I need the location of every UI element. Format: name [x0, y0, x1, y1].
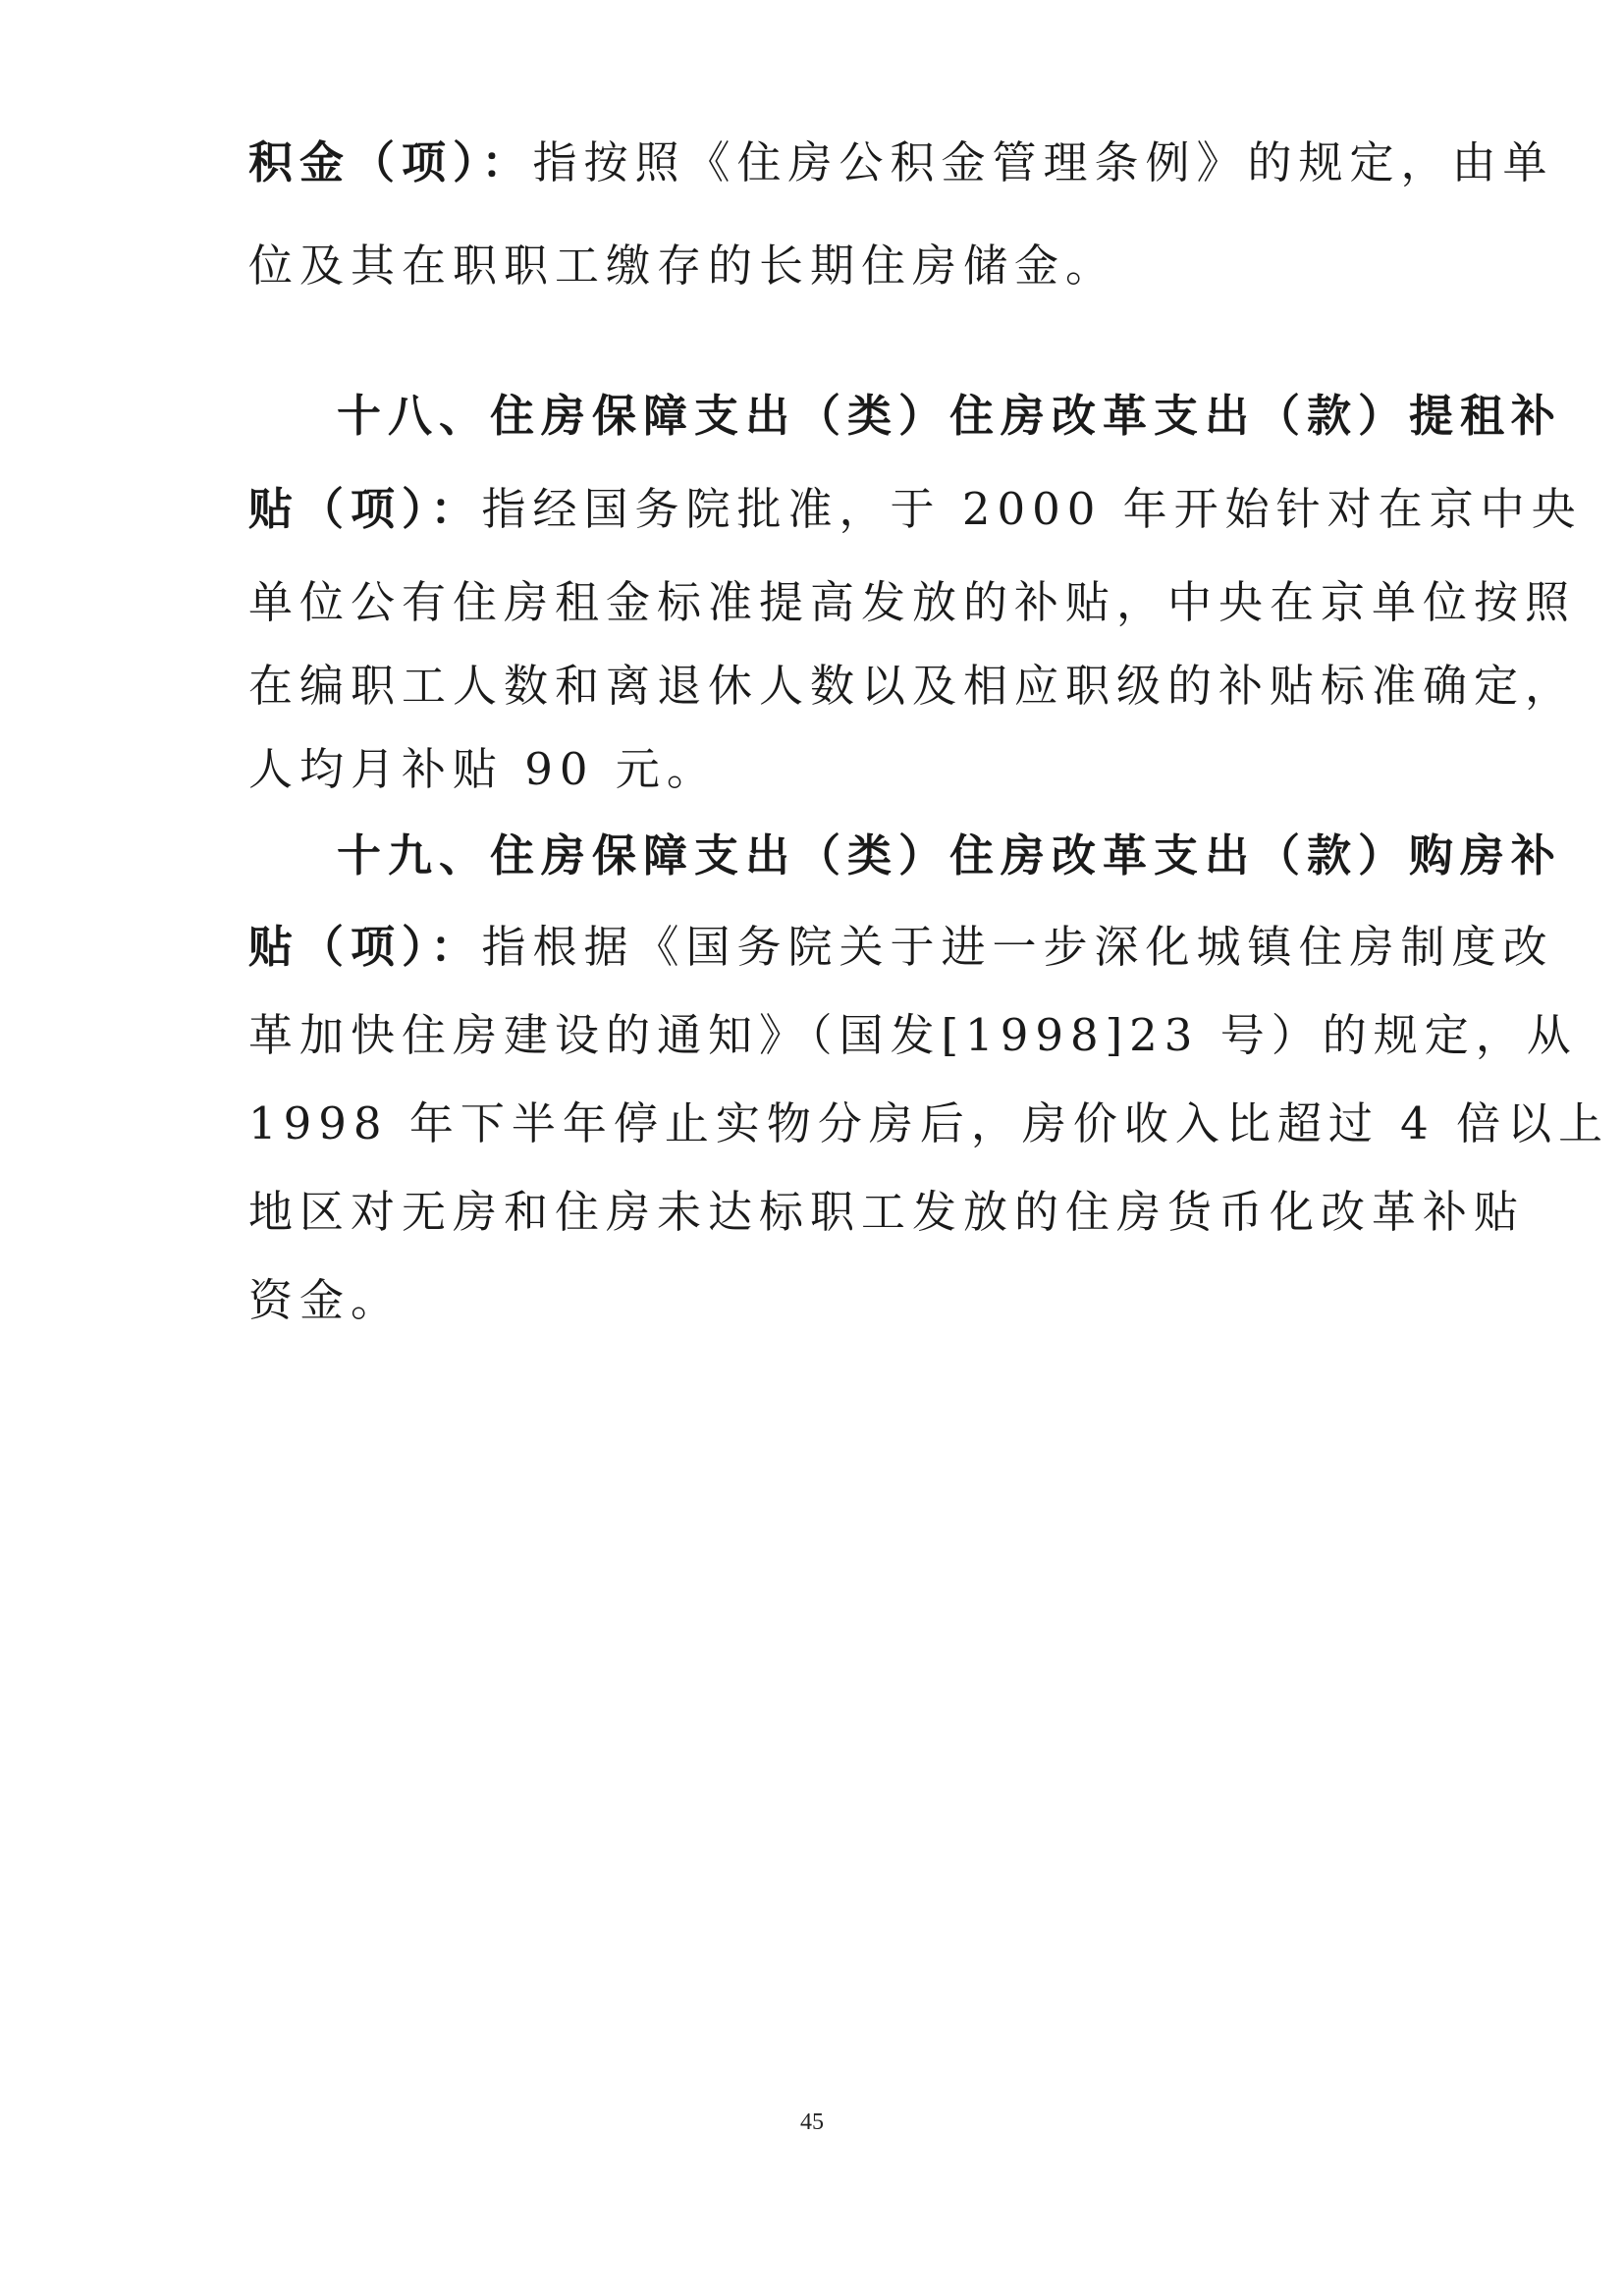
paragraph-18-line-1 [337, 369, 1563, 463]
item-heading: 积金（项）： [248, 136, 533, 188]
body-text: 在编职工人数和离退休人数以及相应职级的补贴标准确定， [248, 660, 1577, 712]
body-text: 位及其在职职工缴存的长期住房储金。 [248, 240, 1117, 292]
paragraph-18-line-4 [248, 639, 1577, 733]
body-text: 资金。 [248, 1274, 403, 1326]
body-text: 人均月补贴 90 元。 [248, 743, 718, 795]
body-text: 指根据《国务院关于进一步深化城镇住房制度改 [481, 921, 1554, 973]
body-text: 指按照《住房公积金管理条例》的规定，由单 [532, 136, 1554, 188]
paragraph-19-line-6 [248, 1254, 1387, 1348]
paragraph-19-line-2 [248, 900, 1554, 994]
body-text: 单位公有住房租金标准提高发放的补贴，中央在京单位按照 [248, 576, 1577, 628]
paragraph-18-line-3 [248, 556, 1577, 650]
item-heading: 贴（项）： [248, 921, 482, 973]
item-heading: 贴（项）： [248, 483, 482, 535]
paragraph-19-line-4 [248, 1077, 1610, 1171]
paragraph-18-line-5 [248, 722, 1387, 817]
paragraph-19-line-3 [248, 988, 1578, 1083]
paragraph-1-line-2 [248, 219, 1387, 313]
body-text: 指经国务院批准，于 2000 年开始针对在京中央 [481, 483, 1583, 535]
body-text: 地区对无房和住房未达标职工发放的住房货币化改革补贴 [248, 1186, 1526, 1238]
paragraph-1-line-1 [248, 116, 1554, 210]
paragraph-19-line-1 [337, 809, 1563, 903]
item-heading: 十八、住房保障支出（类）住房改革支出（款）提租补 [337, 390, 1563, 442]
item-heading: 十九、住房保障支出（类）住房改革支出（款）购房补 [337, 829, 1563, 881]
paragraph-19-line-5 [248, 1165, 1526, 1259]
page-number: 45 [800, 2109, 824, 2135]
body-text: 1998 年下半年停止实物分房后，房价收入比超过 4 倍以上 [248, 1097, 1610, 1149]
paragraph-18-line-2 [248, 462, 1583, 557]
body-text: 革加快住房建设的通知》（国发[1998]23 号）的规定，从 [248, 1009, 1578, 1061]
